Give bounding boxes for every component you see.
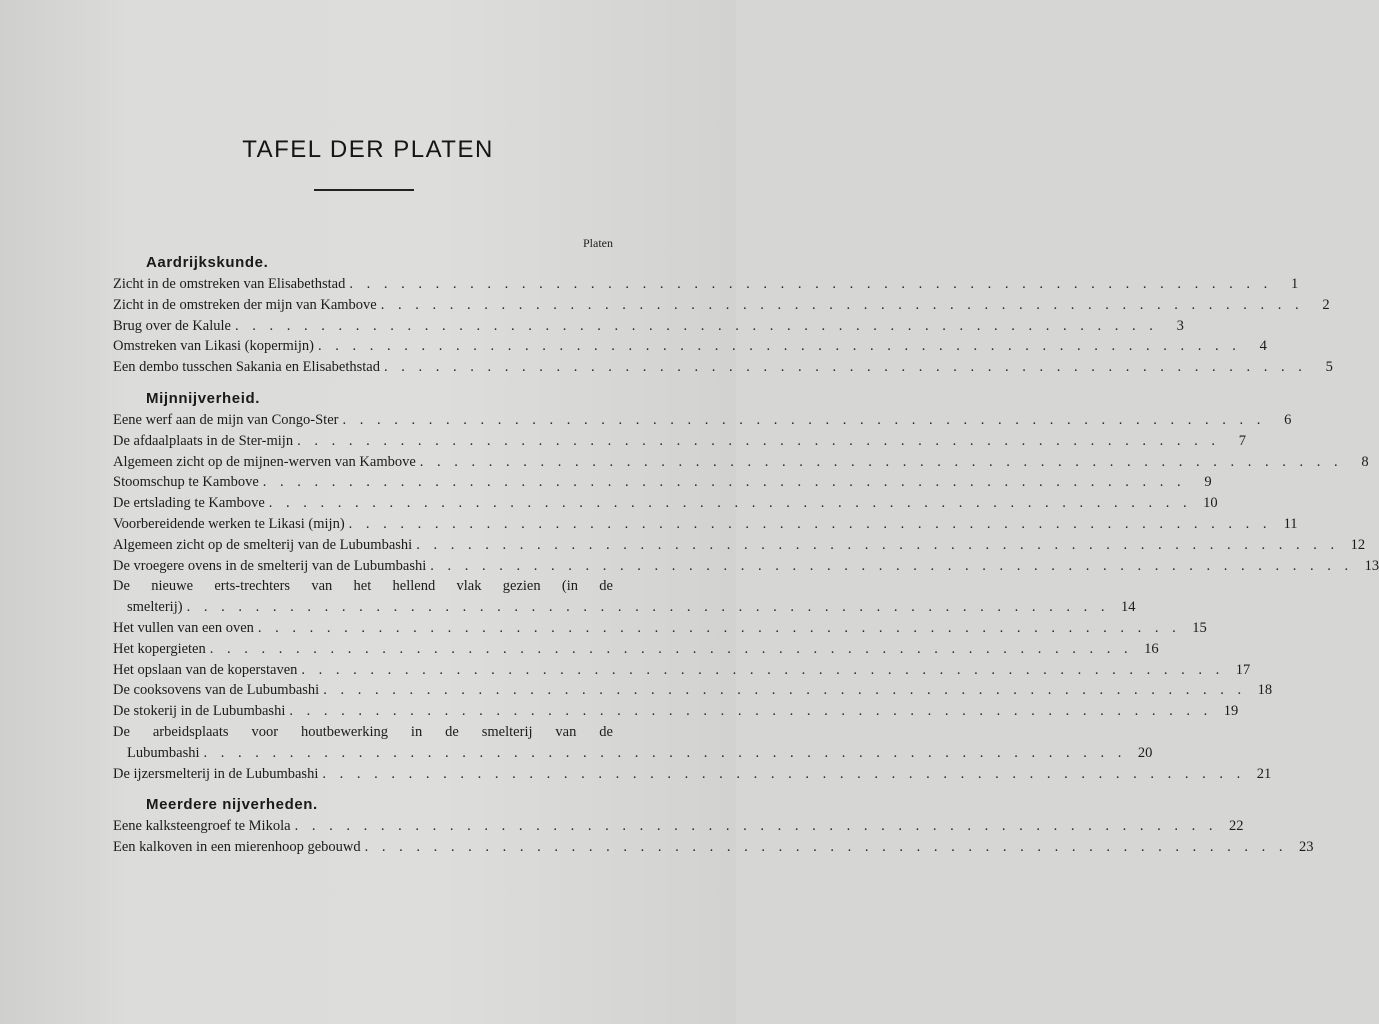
plate-number: 5 bbox=[1325, 359, 1333, 376]
toc-entry bbox=[113, 295, 1330, 316]
entry-title: Het vullen van een oven bbox=[113, 619, 254, 636]
toc-entry bbox=[113, 493, 1218, 514]
toc-section bbox=[113, 252, 1333, 378]
entry-title: Omstreken van Likasi (kopermijn) bbox=[113, 338, 314, 355]
leader-dots: . . . . . . . . . . . . . . . . . . . . . . . . . . . . . . . . . . . . . . . . . . . . . . . . . . . . . . bbox=[419, 453, 1343, 470]
toc-section bbox=[113, 794, 1314, 858]
plate-number: 15 bbox=[1192, 619, 1207, 636]
plate-number: 6 bbox=[1284, 411, 1292, 428]
plate-number: 22 bbox=[1228, 818, 1244, 835]
leader-dots: . . . . . . . . . . . . . . . . . . . . . . . . . . . . . . . . . . . . . . . . . . . . . . . . . . . . . . bbox=[416, 536, 1340, 553]
toc-entry bbox=[113, 722, 1153, 764]
entry-title: Algemeen zicht op de smelterij van de Lubumbashi bbox=[113, 536, 413, 553]
entry-title: Zicht in de omstreken der mijn van Kambove bbox=[113, 296, 377, 313]
toc-entry bbox=[113, 816, 1244, 837]
leader-dots: . . . . . . . . . . . . . . . . . . . . . . . . . . . . . . . . . . . . . . . . . . . . . . . . . . . . . . bbox=[186, 599, 1110, 616]
toc-entry bbox=[113, 472, 1212, 493]
leader-dots: . . . . . . . . . . . . . . . . . . . . . . . . . . . . . . . . . . . . . . . . . . . . . . . . . . . . . . bbox=[289, 703, 1213, 720]
leader-dots: . . . . . . . . . . . . . . . . . . . . . . . . . . . . . . . . . . . . . . . . . . . . . . . . . . . . . . bbox=[349, 276, 1273, 292]
plate-number: 13 bbox=[1364, 557, 1379, 574]
leader-dots: . . . . . . . . . . . . . . . . . . . . . . . . . . . . . . . . . . . . . . . . . . . . . . . . . . . . . . bbox=[294, 818, 1218, 835]
entry-title: De vroegere ovens in de smelterij van de Lubumbashi bbox=[113, 557, 427, 574]
entry-title: De ertslading te Kambove bbox=[113, 495, 265, 512]
entry-title: Het opslaan van de koperstaven bbox=[113, 661, 298, 678]
entry-title: Het kopergieten bbox=[113, 640, 206, 657]
entry-title: De ijzersmelterij in de Lubumbashi bbox=[113, 765, 319, 782]
entry-title: Stoomschup te Kambove bbox=[113, 474, 259, 491]
leader-dots: . . . . . . . . . . . . . . . . . . . . . . . . . . . . . . . . . . . . . . . . . . . . . . . . . . . . . . bbox=[364, 839, 1288, 856]
plate-number: 2 bbox=[1322, 296, 1330, 313]
toc-entry bbox=[113, 618, 1207, 639]
leader-dots: . . . . . . . . . . . . . . . . . . . . . . . . . . . . . . . . . . . . . . . . . . . . . . . . . . . . . . bbox=[322, 765, 1246, 782]
plate-number: 9 bbox=[1204, 474, 1212, 491]
toc-entry bbox=[113, 764, 1272, 785]
leader-dots: . . . . . . . . . . . . . . . . . . . . . . . . . . . . . . . . . . . . . . . . . . . . . . . . . . . . . . bbox=[348, 515, 1272, 532]
plate-number: 12 bbox=[1350, 536, 1366, 553]
table-of-plates bbox=[113, 252, 1379, 858]
entry-title: Een kalkoven in een mierenhoop gebouwd bbox=[113, 839, 361, 856]
toc-entry bbox=[113, 701, 1239, 722]
entry-title: De stokerij in de Lubumbashi bbox=[113, 703, 286, 720]
leader-dots: . . . . . . . . . . . . . . . . . . . . . . . . . . . . . . . . . . . . . . . . . . . . . . . . . . . . . . bbox=[342, 411, 1266, 428]
leader-dots: . . . . . . . . . . . . . . . . . . . . . . . . . . . . . . . . . . . . . . . . . . . . . . . . . . . . . . bbox=[297, 432, 1220, 449]
entry-title-continuation: smelterij) bbox=[127, 599, 183, 616]
plate-number: 8 bbox=[1361, 453, 1369, 470]
leader-dots: . . . . . . . . . . . . . . . . . . . . . . . . . . . . . . . . . . . . . . . . . . . . . . . . . . . . . . bbox=[430, 557, 1354, 574]
leader-dots: . . . . . . . . . . . . . . . . . . . . . . . . . . . . . . . . . . . . . . . . . . . . . . . . . . . . . . bbox=[268, 495, 1192, 512]
toc-entry bbox=[113, 660, 1251, 681]
leader-dots: . . . . . . . . . . . . . . . . . . . . . . . . . . . . . . . . . . . . . . . . . . . . . . . . . . . . . . bbox=[262, 474, 1186, 491]
toc-entry bbox=[113, 639, 1159, 660]
plate-number: 4 bbox=[1259, 338, 1267, 355]
toc-entry bbox=[113, 556, 1379, 577]
plate-number: 23 bbox=[1299, 839, 1314, 856]
leader-dots: . . . . . . . . . . . . . . . . . . . . . . . . . . . . . . . . . . . . . . . . . . . . . . . . . . . . . . bbox=[301, 661, 1225, 678]
toc-entry bbox=[113, 316, 1184, 337]
plates-column-header: Platen bbox=[583, 236, 613, 250]
plate-number: 20 bbox=[1137, 744, 1153, 761]
leader-dots: . . . . . . . . . . . . . . . . . . . . . . . . . . . . . . . . . . . . . . . . . . . . . . . . . . . . . . bbox=[257, 619, 1181, 636]
toc-entry bbox=[113, 336, 1267, 357]
plate-number: 16 bbox=[1144, 640, 1159, 657]
leader-dots: . . . . . . . . . . . . . . . . . . . . . . . . . . . . . . . . . . . . . . . . . . . . . . . . . . . . . . bbox=[380, 296, 1304, 313]
toc-entry bbox=[113, 535, 1366, 556]
section-heading: Mijnnijverheid. bbox=[146, 389, 261, 407]
plate-number: 21 bbox=[1256, 765, 1272, 782]
section-heading: Aardrijkskunde. bbox=[146, 254, 269, 271]
plate-number: 18 bbox=[1257, 682, 1273, 699]
entry-title: De afdaalplaats in de Ster-mijn bbox=[113, 432, 294, 449]
leader-dots: . . . . . . . . . . . . . . . . . . . . . . . . . . . . . . . . . . . . . . . . . . . . . . . . . . . . . . bbox=[323, 682, 1247, 699]
plate-number: 10 bbox=[1203, 495, 1218, 512]
plate-number: 14 bbox=[1120, 599, 1136, 616]
plate-number: 1 bbox=[1290, 276, 1299, 292]
entry-title: Voorbereidende werken te Likasi (mijn) bbox=[113, 515, 345, 532]
entry-title: De nieuwe erts-trechters van het hellend vlak gezien (in de bbox=[113, 578, 613, 595]
leader-dots: . . . . . . . . . . . . . . . . . . . . . . . . . . . . . . . . . . . . . . . . . . . . . . . . . . . . . . bbox=[203, 744, 1127, 761]
plate-number: 19 bbox=[1223, 703, 1239, 720]
plate-number: 3 bbox=[1176, 317, 1184, 334]
toc-entry bbox=[113, 514, 1298, 535]
entry-title: De arbeidsplaats voor houtbewerking in de smelterij van de bbox=[113, 723, 613, 740]
toc-entry bbox=[113, 452, 1369, 473]
leader-dots: . . . . . . . . . . . . . . . . . . . . . . . . . . . . . . . . . . . . . . . . . . . . . . . . . . . . . . bbox=[317, 338, 1241, 355]
entry-title: Een dembo tusschen Sakania en Elisabethstad bbox=[113, 359, 380, 376]
entry-title: Zicht in de omstreken van Elisabethstad bbox=[113, 276, 346, 292]
toc-entry bbox=[113, 680, 1273, 701]
toc-entry bbox=[113, 431, 1246, 452]
toc-entry bbox=[113, 576, 1136, 618]
leader-dots: . . . . . . . . . . . . . . . . . . . . . . . . . . . . . . . . . . . . . . . . . . . . . . . . . . . . . . bbox=[383, 359, 1307, 376]
section-heading: Meerdere nijverheden. bbox=[146, 796, 318, 814]
leader-dots: . . . . . . . . . . . . . . . . . . . . . . . . . . . . . . . . . . . . . . . . . . . . . . . . . . . . . . bbox=[209, 640, 1133, 657]
entry-title-continuation: Lubumbashi bbox=[127, 744, 200, 761]
page-title: TAFEL DER PLATEN bbox=[242, 136, 494, 163]
entry-title: Algemeen zicht op de mijnen-werven van Kambove bbox=[113, 453, 416, 470]
entry-title: Eene werf aan de mijn van Congo-Ster bbox=[113, 411, 339, 428]
toc-entry bbox=[113, 274, 1299, 295]
plate-number: 17 bbox=[1235, 661, 1251, 678]
leader-dots: . . . . . . . . . . . . . . . . . . . . . . . . . . . . . . . . . . . . . . . . . . . . . . . . . . . . . . bbox=[234, 317, 1158, 334]
entry-title: Brug over de Kalule bbox=[113, 317, 231, 334]
title-rule bbox=[314, 189, 414, 191]
plate-number: 7 bbox=[1238, 432, 1246, 449]
entry-title: Eene kalksteengroef te Mikola bbox=[113, 818, 291, 835]
toc-entry bbox=[113, 837, 1314, 858]
toc-entry bbox=[113, 357, 1333, 378]
toc-entry bbox=[113, 410, 1292, 431]
plate-number: 11 bbox=[1283, 515, 1298, 532]
entry-title: De cooksovens van de Lubumbashi bbox=[113, 682, 320, 699]
toc-section bbox=[113, 388, 1379, 784]
